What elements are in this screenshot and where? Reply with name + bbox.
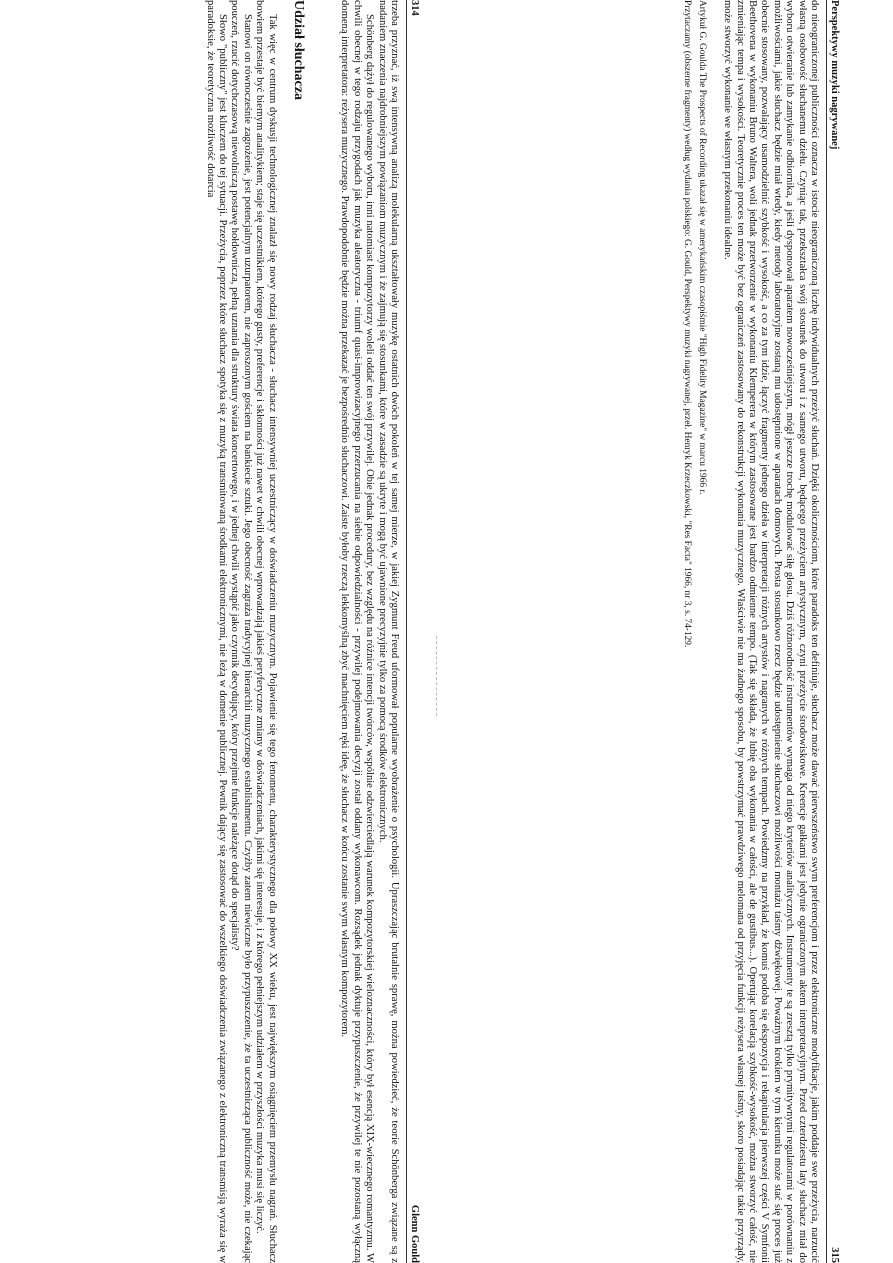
left-running-head	[406, 0, 420, 1263]
footnote-1: Artykuł G. Goulda The Prospects of Recording ukazał się w amerykańskim czasopiśmie "High Fidelity Magazine" w marcu 1966 r.	[696, 0, 707, 495]
section-heading: Udział słuchacza	[290, 0, 306, 100]
footnote-2: Przytaczamy (obszerne fragmenty) według wydania polskiego: G. Gould, Perspektywy muzyki nagrywanej, przeł. Henryk Krzeczkowski, "Res Facta" 1966, nr 3, s. 74-129.	[682, 0, 693, 648]
left-paragraph-2: Schönberg dążył do regulowanego wyboru, inni natomiast kompozytorzy woleli oddać ten swój przywilej. Obie jednak procedury, bez względu na różnice intencji twórców, wspólnie odzwierciedlają warunek kompozytorskiej wieloznaczności, który był esencją XIX-wiecznego romantyzmu. W chwili obecnej w tego rodzaju przygodach jak muzyka aleatoryczna - triumf quasi-improwizacyjnego przerzucania na siebie odpowiedzialności - przywilej podejmowania decyzji został oddany wykonawcom. Rozsądek jednak dyktuje przypuszczenie, że przywilej te nie pozostaną wyłączną domeną interpretatora: reżysera muzycznego. Prawdopodobnie będzie można przekazać je bezpośrednio słuchaczowi. Zaiste byłoby rzeczą lekkomyślną zbyć machnięciem ręki ideę, że słuchacz w końcu zostanie swym własnym kompozytorem.	[339, 0, 376, 1263]
left-paragraph-3: Tak więc w centrum dyskusji technologicznej znalazł się nowy rodzaj słuchacza - słuchacz intensywniej uczestniczący w doświadczeniu muzycznym. Pojawienie się tego fenomenu, charakterystycznego dla połowy XX wieku, jest największym osiągnięciem przemysłu nagrań. Słuchacz bowiem przestaje być biernym analitykiem; staje się uczestnikiem, którego gusty, preferencje i skłonności już nawet w chwili obecnej wprowadzają jakieś peryferyczne zmiany w doświadczeniach, jakimi się interesuje, i z którego pełniejszym udziałem w przyszłości muzyka musi się liczyć.	[254, 0, 278, 1263]
right-running-title: Perspektywy muzyki nagrywanej	[829, 0, 840, 150]
footnotes	[681, 0, 707, 1263]
left-column	[203, 0, 400, 1263]
right-running-head	[826, 0, 840, 1263]
left-running-author: Glenn Gould	[409, 1204, 420, 1263]
left-paragraph-4: Stanowi on równocześnie zagrożenie, jest potencjalnym uzurpatorem, nie zaproszonym gościem na bankiecie sztuki. Jego obecność zagraża tradycyjnej hierarchii muzycznego establishmentu. Czyżby zatem niewiczne było przypuszczenie, że ta uczestnicząca publiczność może, nie czekając pouczeń, rzucić dotychczasową niewolniczą postawę hołdownicza, pełną uznania dla struktury świata koncertowego, i w jednej chwili wystąpić jako czynnik decydujący, który przejmie funkcje należące dotąd do specjalisty?	[229, 0, 253, 1263]
right-column	[721, 0, 820, 1263]
left-page-number: 314	[409, 0, 420, 16]
left-paragraph-5: Słowo "publiczny" jest kluczem do tej sytuacji. Przeżycia, poprzez które słuchacz spotyka się z muzyką transmitowaną środkami elektronicznymi, nie leżą w domenie publicznej. Pewnik dający się zastosować do wszelkiego doświadczenia związanego z elektroniczną transmisją wyraża się w paradoksie, że teoretyczna możliwość dotarcia	[204, 0, 228, 1263]
right-paragraph-1: do nieograniczonej publiczności oznacza w istocie nieograniczoną liczbę indywidualnych przeżyć słuchań. Dzięki okolicznościom, które paradoks ten definiuje, słuchacz może dawać pierwszeństwo swym preferencjom i przez elektroniczne modyfikacje, jakim poddaje swe przeżycia, narzucić własną osobowość słuchanemu dziełu. Czyniąc tak, przekształca swój stosunek do utworu i z samego utworu, będącego przeżyciem artystycznym, czyni przeżycie środowiskowe. Kreencje gałkami jest jedynie ograniczonym aktem interpretacyjnym. Przed czterdziestu laty słuchacz miał do wyboru otwieranie lub zamykanie odbiornika, a jeśli dysponował aparatem nowocześniejszym, mógł jeszcze trochę modulować siłę głosu. Dziś różnorodność instrumentów wymaga od niego kryteriów analitycznych. Instrumenty te są zresztą tylko prymitywnymi regulatorami w porównaniu z możliwościami, jakie słuchacz będzie miał wtedy, kiedy metody laboratoryjne zostaną mu udostępnione w aparatach domowych. Prosta stosunkowo rzecz będzie udostępnienie słuchaczowi możliwości montażu taśmy dźwiękowej. Poważnym krokiem w tym kierunku może stać się proces już obecnie stosowany, pozwalający usamodzielnić szybkość i wysokość, a co za tym idzie, łączyć fragmenty jednego dzieła w interpretacji różnych artystów i nagranych w różnych tempach. Powiedzmy na przykład, że komuś podoba się ekspozycja i rekapitulacja pierwszej części V Symfonii Beethovena w wykonaniu Bruno Waltera, woli jednak przetworzenie w wykonaniu Klemperera w którym zastosowane jest bardzo odmienne tempo. (Tak się składa, że lubię oba wykonania w całości, ale de gustibus...). Operując korelacją szybkość-wysokość, można stworzyć całość, nie zmieniając tempa i wysokości. Teoretycznie proces ten może być bez ograniczeń zastosowany do rekonstrukcji wykonania muzycznego. Właściwie nie ma żadnego sposobu, by powstrzymać prawdziwego melomana od przyjęcia funkcji reżysera własnej taśmy, skoro posiadając takie przyrządy, może stworzyć wykonanie we własnym przekonaniu idealne.	[722, 0, 820, 1263]
left-paragraph-1: trzeba przyznać, iż swą intensywną analizą molekularną ukształtowały muzykę ostatnich dwóch pokoleń w tej samej mierze, w jakiej Zygmunt Freud uformował popularne wyobrażenie o psychologii. Upraszczając brutalnie sprawę, można powiedzieć, że teorie Schönberga związane są z nadaniem znaczenia najdrobniejszym powiązaniom muzycznym i że zajmują się stosunkami, które w zasadzie są ukryte i mogą być ujawnione precyzyjnie tylko za pomocą środków elektronicznych.	[376, 0, 400, 1263]
right-page-number: 315	[829, 1247, 840, 1263]
right-page	[520, 0, 840, 1263]
left-page	[80, 0, 420, 1263]
page-gutter	[436, 636, 443, 716]
